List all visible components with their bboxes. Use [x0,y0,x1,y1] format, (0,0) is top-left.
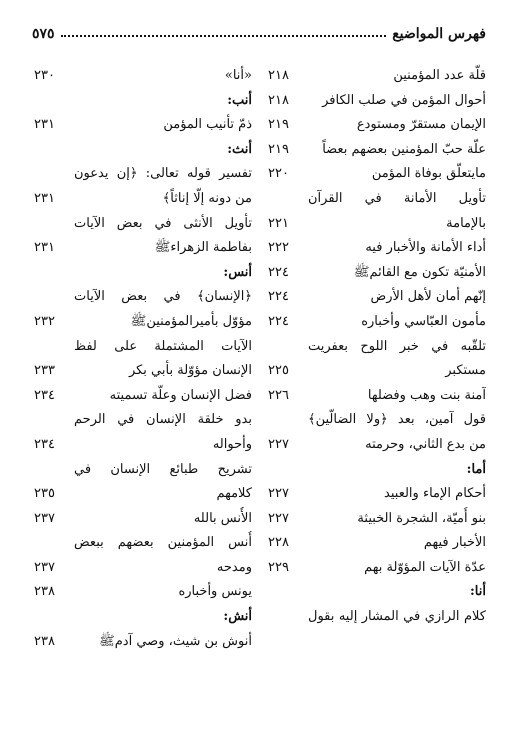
index-entry [266,187,486,212]
index-entry [32,433,252,458]
entry-page-number: ٢١٨ [268,68,289,83]
index-entry [266,359,486,384]
index-entry [266,285,486,310]
entry-page-number: ٢١٩ [268,141,289,157]
index-entry [266,212,486,237]
entry-page-number: ٢١٨ [268,92,289,108]
entry-page-number: ٢٢٦ [268,387,289,403]
entry-topic: مستكبر [445,363,486,379]
entry-topic: أنب: [227,92,252,108]
index-entry [266,605,486,630]
entry-topic: بنو أُميّة، الشجرة الخبيثة [357,510,486,526]
index-entry [266,433,486,458]
entry-page-number: ٢٢٤ [268,264,289,280]
entry-topic: ومدحه [216,559,252,575]
entry-topic: الأمنيّة تكون مع القائمﷺ [353,264,486,280]
entry-topic: تلقّبه في خبر اللوح بعفريت [308,338,486,354]
entry-page-number: ٢٣١ [34,117,55,133]
entry-page-number: ٢٣٧ [34,559,55,575]
index-heading [266,580,486,605]
page-number: ٥٧٥ [32,26,55,42]
entry-topic: الآيات المشتملة على لفظ [74,338,252,354]
index-heading [266,458,486,483]
index-heading [32,138,252,163]
index-entry [266,482,486,507]
index-entry [32,408,252,433]
entry-topic: وأحواله [212,436,252,452]
entry-topic: تشريح طبائع الإنسان في [74,461,252,477]
entry-page-number: ٢٢٤ [268,313,289,329]
index-entry [32,359,252,384]
entry-page-number: ٢٣١ [34,190,55,206]
entry-page-number: ٢٣٤ [34,436,55,452]
index-entry [266,507,486,532]
index-entry [32,310,252,335]
index-entry [266,113,486,138]
entry-page-number: ٢٣٥ [34,486,55,502]
entry-page-number: ٢٢٧ [268,436,289,452]
entry-topic: الأُنس بالله [193,510,252,526]
index-entry [32,113,252,138]
entry-topic: أنا: [470,584,486,600]
index-entry [266,310,486,335]
entry-page-number: ٢٢١ [268,215,289,231]
index-entry [32,335,252,360]
index-heading [32,605,252,630]
entry-topic: «أنا» [224,68,252,83]
entry-page-number: ٢٣٢ [34,313,55,329]
entry-topic: الإنسان مؤوّلة بأبي بكر [128,363,252,379]
index-heading [32,261,252,286]
entry-topic: آمنة بنت وهب وفضلها [367,387,486,403]
entry-page-number: ٢٣٧ [34,510,55,526]
index-entry [266,408,486,433]
entry-topic: قول آمين، بعد ﴿ولا الضالّين﴾ [308,412,486,428]
entry-topic: ذمّ تأنيب المؤمن [163,117,252,133]
entry-page-number: ٢١٩ [268,117,289,133]
entry-topic: بالإمامة [446,215,486,231]
entry-topic: بفاطمة الزهراءﷺ [154,240,252,256]
entry-topic: فضل الإنسان وعلّة تسميته [109,387,252,403]
entry-topic: تأويل الأمانة في القرآن [308,190,486,206]
index-entry [32,64,252,89]
index-entry [32,236,252,261]
entry-topic: أنش: [223,609,252,625]
index-heading [32,89,252,114]
index-entry [266,335,486,360]
entry-page-number: ٢٣٨ [34,584,55,600]
entry-topic: أنث: [227,141,252,157]
entry-page-number: ٢٢٧ [268,486,289,502]
entry-topic: مؤوّل بأميرالمؤمنينﷺ [130,313,252,329]
index-entry [32,630,252,655]
entry-topic: إنّهم أمان لأهل الأرض [370,289,486,305]
entry-topic: أنوش بن شيث، وصي آدمﷺ [99,633,252,649]
entry-page-number: ٢٢٩ [268,559,289,575]
index-entry [32,458,252,483]
entry-page-number: ٢٣١ [34,240,55,256]
dotted-leader [61,35,387,37]
index-entry [32,285,252,310]
index-entry [266,64,486,89]
index-entry [32,556,252,581]
index-entry [266,384,486,409]
entry-topic: أداء الأمانة والأخبار فيه [365,240,486,256]
index-entry [32,482,252,507]
entry-topic: من بدع الثاني، وحرمته [365,436,486,452]
entry-topic: ﴿الإنسان﴾ في بعض الآيات [74,289,252,305]
entry-topic: كلام الرازي في المشار إليه بقول [308,609,486,625]
entry-topic: أنس: [223,264,252,280]
entry-topic: قلّة عدد المؤمنين [393,68,486,83]
index-entry [32,384,252,409]
entry-topic: من دونه إلّا إناثاً﴾ [162,190,252,206]
header-title: فهرس المواضيع [392,26,486,42]
entry-topic: مأمون العبّاسي وأخباره [361,313,486,329]
entry-topic: يونس وأخباره [178,584,252,600]
entry-page-number: ٢٢٢ [268,240,289,256]
entry-page-number: ٢٢٤ [268,289,289,305]
entry-page-number: ٢٣٣ [34,363,55,379]
entry-page-number: ٢٢٥ [268,363,289,379]
page-header [32,18,486,42]
index-entry [266,89,486,114]
entry-topic: أما: [466,461,486,477]
index-entry [266,236,486,261]
entry-topic: أُنس المؤمنين بعضهم ببعض [74,535,252,551]
entry-topic: تأويل الأنثى في بعض الآيات [74,215,252,231]
entry-topic: الإيمان مستقرّ ومستودع [356,117,486,133]
entry-topic: عدّة الآيات المؤوّلة بهم [364,559,486,575]
index-entry [32,187,252,212]
index-entry [266,531,486,556]
index-entry [266,138,486,163]
entry-page-number: ٢٣٤ [34,387,55,403]
index-entry [32,212,252,237]
entry-topic: أحكام الإماء والعبيد [384,486,486,502]
entry-page-number: ٢٣٨ [34,633,55,649]
index-entry [266,556,486,581]
entry-page-number: ٢٢٠ [268,166,289,182]
entry-topic: كلامهم [216,486,252,502]
entry-topic: مايتعلّق بوفاة المؤمن [371,166,486,182]
entry-topic: الأخبار فيهم [423,535,486,551]
entry-topic: تفسير قوله تعالى: ﴿إن يدعون [74,166,252,182]
entry-topic: علّة حبّ المؤمنين بعضهم بعضاً [322,141,486,157]
index-entry [32,507,252,532]
entry-page-number: ٢٣٠ [34,68,55,83]
entry-topic: بدو خلقة الإنسان في الرحم [74,412,252,428]
index-entry [32,580,252,605]
index-entry [266,162,486,187]
index-entry [32,531,252,556]
index-column-right [266,64,486,630]
index-entry [32,162,252,187]
entry-page-number: ٢٢٧ [268,510,289,526]
index-column-left [32,64,252,654]
entry-topic: أحوال المؤمن في صلب الكافر [322,92,486,108]
index-entry [266,261,486,286]
entry-page-number: ٢٢٨ [268,535,289,551]
